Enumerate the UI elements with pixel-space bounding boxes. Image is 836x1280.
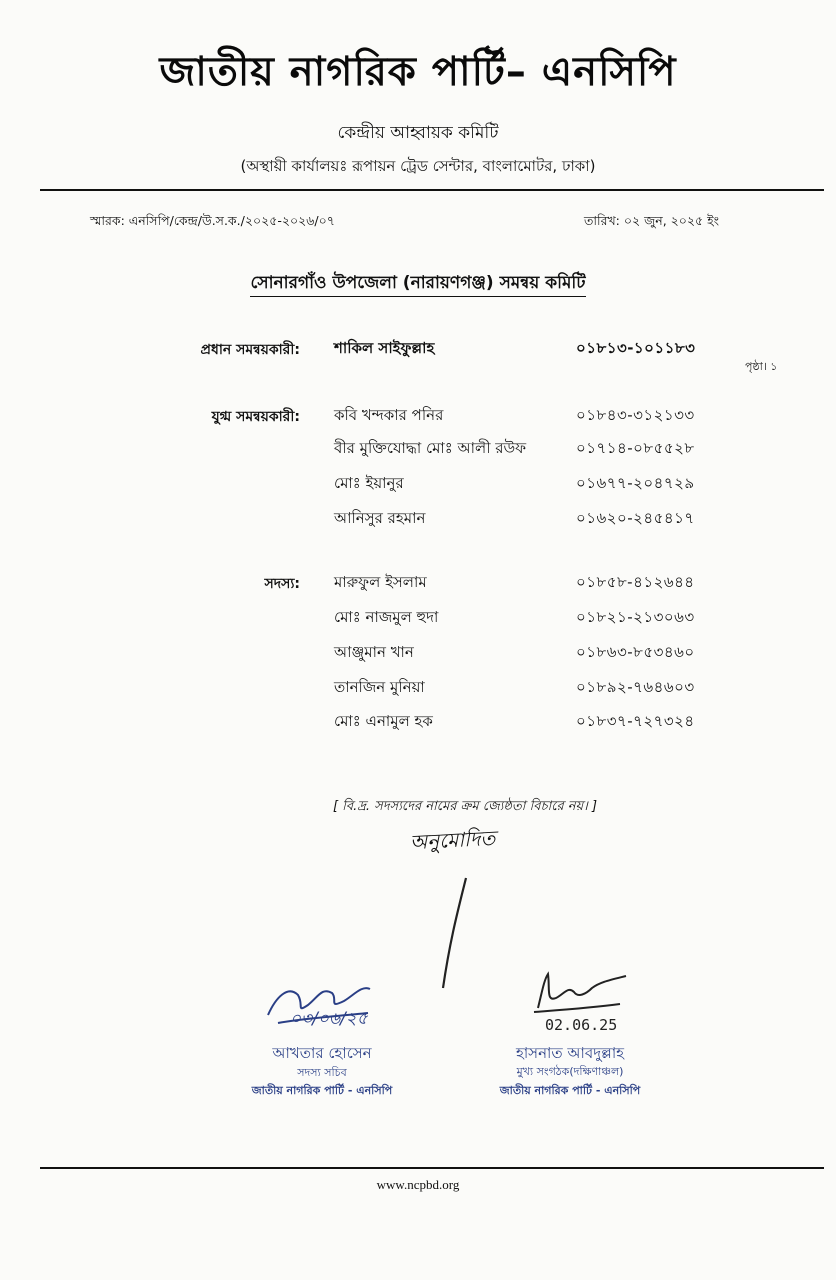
right-signature-date: 02.06.25 xyxy=(545,1016,618,1034)
memo-date: তারিখ: ০২ জুন, ২০২৫ ইং xyxy=(584,213,720,228)
member-phone-5: ০১৮৩৭-৭২৭৩২৪ xyxy=(576,712,695,730)
right-signatory-org: জাতীয় নাগরিক পার্টি - এনসিপি xyxy=(499,1084,641,1097)
header-divider xyxy=(40,189,824,191)
committee-name: কেন্দ্রীয় আহ্বায়ক কমিটি xyxy=(337,123,499,143)
website-link[interactable]: www.ncpbd.org xyxy=(376,1177,460,1192)
left-signature-date: ০৩/০৬/২৫ xyxy=(290,1009,368,1029)
chief-phone: ০১৮১৩-১০১১৮৩ xyxy=(576,339,696,357)
member-name-5: মোঃ এনামুল হক xyxy=(334,712,433,730)
joint-phone-4: ০১৬২০-২৪৫৪১৭ xyxy=(576,509,695,527)
joint-phone-1: ০১৮৪৩-৩১২১৩৩ xyxy=(576,406,695,424)
footer-divider xyxy=(40,1167,824,1169)
member-phone-4: ০১৮৯২-৭৬৪৬০৩ xyxy=(576,678,695,696)
member-name-1: মারুফুল ইসলাম xyxy=(334,573,427,591)
joint-name-2: বীর মুক্তিযোদ্ধা মোঃ আলী রউফ xyxy=(334,439,527,457)
member-phone-2: ০১৮২১-২১৩০৬৩ xyxy=(576,608,695,626)
chief-name: শাকিল সাইফুল্লাহ xyxy=(334,339,435,357)
left-signatory-name: আখতার হোসেন xyxy=(272,1044,372,1062)
approval-handwritten: অনুমোদিত xyxy=(409,825,496,855)
right-signatory-title: মুখ্য সংগঠক(দক্ষিণাঞ্চল) xyxy=(516,1065,624,1078)
page-number: পৃষ্ঠা। ১ xyxy=(745,360,778,373)
member-name-2: মোঃ নাজমুল হুদা xyxy=(334,608,439,626)
footnote: [ বি.দ্র. সদস্যদের নামের ক্রম জ্যেষ্ঠতা বিচারে নয়। ] xyxy=(332,799,598,814)
member-name-4: তানজিন মুনিয়া xyxy=(334,678,425,696)
joint-phone-3: ০১৬৭৭-২০৪৭২৯ xyxy=(576,474,695,492)
role-member: সদস্য: xyxy=(264,576,300,592)
member-phone-1: ০১৮৫৮-৪১২৬৪৪ xyxy=(576,573,695,591)
member-phone-3: ০১৮৬৩-৮৫৩৪৬০ xyxy=(576,643,695,661)
joint-name-3: মোঃ ইয়ানুর xyxy=(334,474,404,492)
left-signatory-org: জাতীয় নাগরিক পার্টি - এনসিপি xyxy=(251,1084,393,1097)
organization-title: জাতীয় নাগরিক পার্টি– এনসিপি xyxy=(159,49,677,95)
joint-name-1: কবি খন্দকার পনির xyxy=(334,406,444,424)
joint-name-4: আনিসুর রহমান xyxy=(334,509,426,527)
left-signatory-title: সদস্য সচিব xyxy=(297,1066,347,1079)
role-chief-coordinator: প্রধান সমন্বয়কারী: xyxy=(200,342,300,358)
memo-reference: স্মারক: এনসিপি/কেন্দ্র/উ.স.ক./২০২৫-২০২৬/০৭ xyxy=(90,213,335,228)
joint-phone-2: ০১৭১৪-০৮৫৫২৮ xyxy=(576,439,695,457)
role-joint-coordinator: যুগ্ম সমন্বয়কারী: xyxy=(211,409,300,425)
office-address: (অস্থায়ী কার্যালয়ঃ রূপায়ন ট্রেড সেন্টার, বাংলামোটর, ঢাকা) xyxy=(240,157,596,175)
document-heading xyxy=(0,270,836,298)
member-name-3: আঞ্জুমান খান xyxy=(334,643,414,661)
heading-text: সোনারগাঁও উপজেলা (নারায়ণগঞ্জ) সমন্বয় কমিটি xyxy=(250,273,585,297)
right-signatory-name: হাসনাত আবদুল্লাহ xyxy=(515,1044,625,1062)
